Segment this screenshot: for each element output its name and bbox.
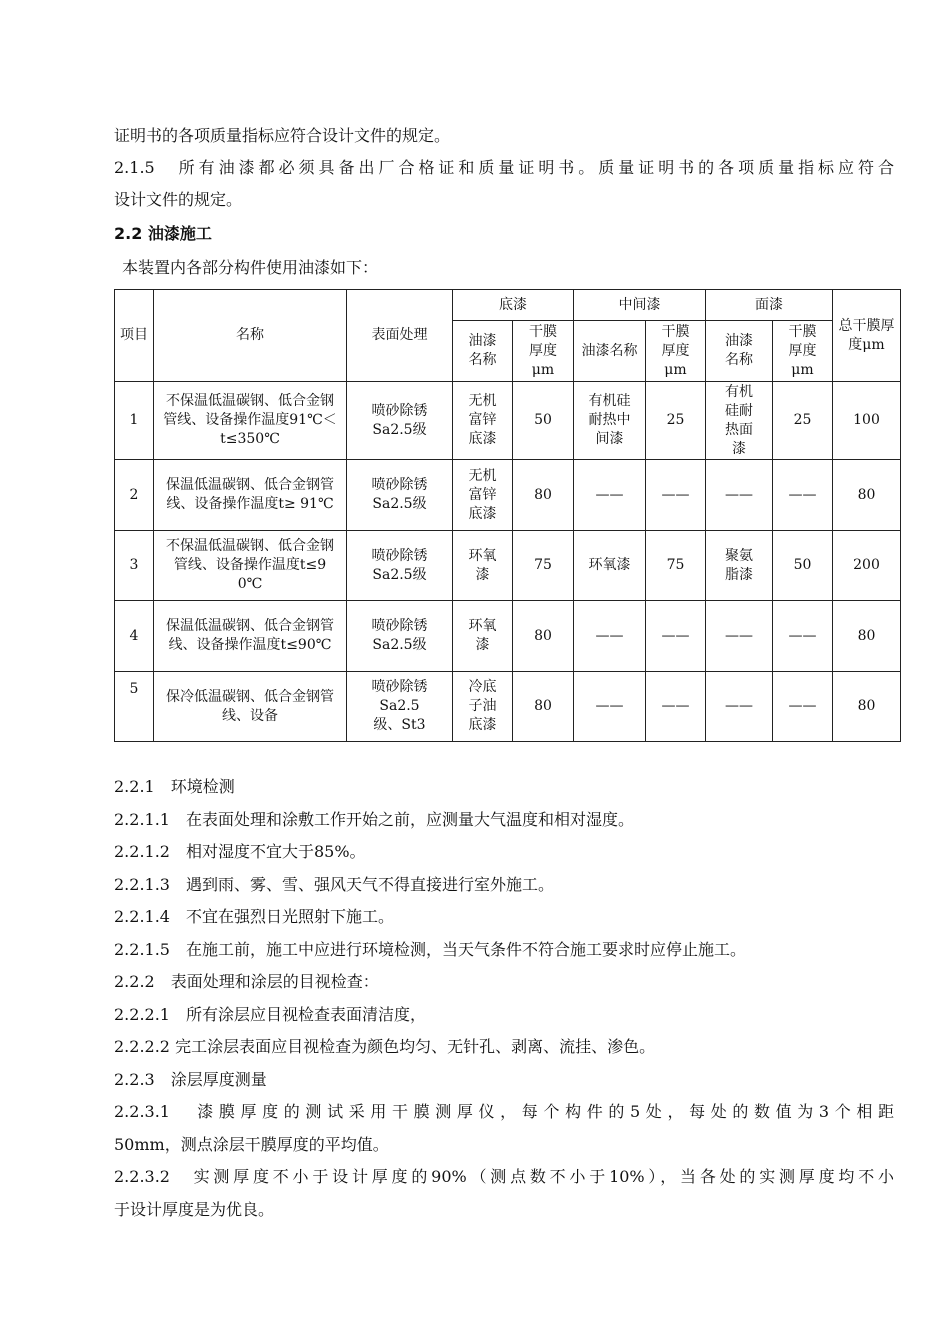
paragraph-2-1-5: 2.1.5 所有油漆都必须具备出厂合格证和质量证明书。质量证明书的各项质量指标应符合 xyxy=(114,158,894,177)
cell-name: 保温低温碳钢、低合金钢管线、设备操作温度t≤90℃ xyxy=(154,601,347,672)
cell-total: 200 xyxy=(833,531,901,601)
header-top-paint: 油漆名称 xyxy=(706,321,773,382)
cell-middle: —— xyxy=(574,601,646,672)
cell-top-dft: —— xyxy=(773,601,833,672)
cell-primer-dft: 50 xyxy=(513,382,574,460)
cell-top: 有机硅耐热面漆 xyxy=(706,382,773,460)
cell-total: 80 xyxy=(833,672,901,742)
cell-no: 1 xyxy=(115,382,154,460)
section-heading-2-2: 2.2 油漆施工 xyxy=(114,224,212,243)
cell-primer: 冷底子油底漆 xyxy=(453,672,513,742)
header-middle-dft: 干膜厚度μm xyxy=(646,321,706,382)
header-total: 总干膜厚度μm xyxy=(833,290,901,382)
cell-top-dft: 50 xyxy=(773,531,833,601)
cell-name: 不保温低温碳钢、低合金钢管线、设备操作温度91℃＜t≤350℃ xyxy=(154,382,347,460)
section-2-2-2-2: 2.2.2.2 完工涂层表面应目视检查为颜色均匀、无针孔、剥离、流挂、渗色。 xyxy=(114,1037,656,1056)
section-2-2-3-1: 2.2.3.1 漆膜厚度的测试采用干膜测厚仪，每个构件的5处，每处的数值为3个相距 xyxy=(114,1102,894,1121)
table-intro: 本装置内各部分构件使用油漆如下： xyxy=(122,258,379,277)
cell-total: 100 xyxy=(833,382,901,460)
header-name: 名称 xyxy=(154,290,347,382)
section-2-2-1-4: 2.2.1.4 不宜在强烈日光照射下施工。 xyxy=(114,907,394,926)
cell-surface: 喷砂除锈Sa2.5级 xyxy=(347,460,453,531)
cell-no: 2 xyxy=(115,460,154,531)
cell-top: —— xyxy=(706,672,773,742)
cell-middle: —— xyxy=(574,460,646,531)
cell-primer: 无机富锌底漆 xyxy=(453,382,513,460)
section-2-2-1-3: 2.2.1.3 遇到雨、雾、雪、强风天气不得直接进行室外施工。 xyxy=(114,875,554,894)
cell-primer: 环氧漆 xyxy=(453,601,513,672)
header-top: 面漆 xyxy=(706,290,833,321)
table-row xyxy=(115,672,901,742)
section-2-2-2-1: 2.2.2.1 所有涂层应目视检查表面清洁度， xyxy=(114,1005,426,1024)
cell-top-dft: 25 xyxy=(773,382,833,460)
section-2-2-1-1: 2.2.1.1 在表面处理和涂敷工作开始之前，应测量大气温度和相对湿度。 xyxy=(114,810,634,829)
section-2-2-2: 2.2.2 表面处理和涂层的目视检查： xyxy=(114,972,379,991)
cell-middle: 有机硅耐热中间漆 xyxy=(574,382,646,460)
cell-top: —— xyxy=(706,601,773,672)
section-2-2-3-1-cont: 50mm，测点涂层干膜厚度的平均值。 xyxy=(114,1135,389,1154)
cell-name: 保冷低温碳钢、低合金钢管线、设备 xyxy=(154,672,347,742)
header-primer-paint: 油漆名称 xyxy=(453,321,513,382)
cell-primer: 环氧漆 xyxy=(453,531,513,601)
table-row xyxy=(115,460,901,531)
paragraph-cert-tail: 证明书的各项质量指标应符合设计文件的规定。 xyxy=(114,126,451,145)
cell-middle-dft: 25 xyxy=(646,382,706,460)
cell-top: —— xyxy=(706,460,773,531)
paragraph-2-1-5-cont: 设计文件的规定。 xyxy=(114,190,243,209)
header-item: 项目 xyxy=(115,290,154,382)
cell-middle-dft: 75 xyxy=(646,531,706,601)
cell-middle-dft: —— xyxy=(646,672,706,742)
cell-surface: 喷砂除锈Sa2.5级 xyxy=(347,382,453,460)
header-surface: 表面处理 xyxy=(347,290,453,382)
cell-primer-dft: 75 xyxy=(513,531,574,601)
cell-primer-dft: 80 xyxy=(513,672,574,742)
cell-total: 80 xyxy=(833,460,901,531)
table-header-row-1 xyxy=(115,290,901,321)
cell-middle: 环氧漆 xyxy=(574,531,646,601)
cell-top-dft: —— xyxy=(773,460,833,531)
table-row xyxy=(115,601,901,672)
cell-middle: —— xyxy=(574,672,646,742)
cell-middle-dft: —— xyxy=(646,601,706,672)
cell-top: 聚氨脂漆 xyxy=(706,531,773,601)
section-2-2-3-2-cont: 于设计厚度是为优良。 xyxy=(114,1200,275,1219)
cell-no: 3 xyxy=(115,531,154,601)
section-2-2-3: 2.2.3 涂层厚度测量 xyxy=(114,1070,267,1089)
section-2-2-1: 2.2.1 环境检测 xyxy=(114,777,235,796)
section-2-2-3-2: 2.2.3.2 实测厚度不小于设计厚度的90%（测点数不小于10%），当各处的实测厚度均不小 xyxy=(114,1167,894,1186)
cell-total: 80 xyxy=(833,601,901,672)
cell-surface: 喷砂除锈Sa2.5级 xyxy=(347,601,453,672)
cell-primer: 无机富锌底漆 xyxy=(453,460,513,531)
header-top-dft: 干膜厚度μm xyxy=(773,321,833,382)
section-2-2-1-2: 2.2.1.2 相对湿度不宜大于85%。 xyxy=(114,842,366,861)
header-middle-paint: 油漆名称 xyxy=(574,321,646,382)
paint-table xyxy=(114,289,901,742)
header-middle: 中间漆 xyxy=(574,290,706,321)
cell-surface: 喷砂除锈Sa2.5级、St3 xyxy=(347,672,453,742)
table-row xyxy=(115,531,901,601)
section-2-2-1-5: 2.2.1.5 在施工前，施工中应进行环境检测，当天气条件不符合施工要求时应停止施工。 xyxy=(114,940,746,959)
header-primer: 底漆 xyxy=(453,290,574,321)
cell-no: 5 xyxy=(115,672,154,742)
cell-name: 保温低温碳钢、低合金钢管线、设备操作温度t≥ 91℃ xyxy=(154,460,347,531)
cell-no: 4 xyxy=(115,601,154,672)
cell-middle-dft: —— xyxy=(646,460,706,531)
cell-surface: 喷砂除锈Sa2.5级 xyxy=(347,531,453,601)
cell-name: 不保温低温碳钢、低合金钢管线、设备操作温度t≤90℃ xyxy=(154,531,347,601)
header-primer-dft: 干膜厚度μm xyxy=(513,321,574,382)
cell-top-dft: —— xyxy=(773,672,833,742)
cell-primer-dft: 80 xyxy=(513,601,574,672)
cell-primer-dft: 80 xyxy=(513,460,574,531)
table-row xyxy=(115,382,901,460)
